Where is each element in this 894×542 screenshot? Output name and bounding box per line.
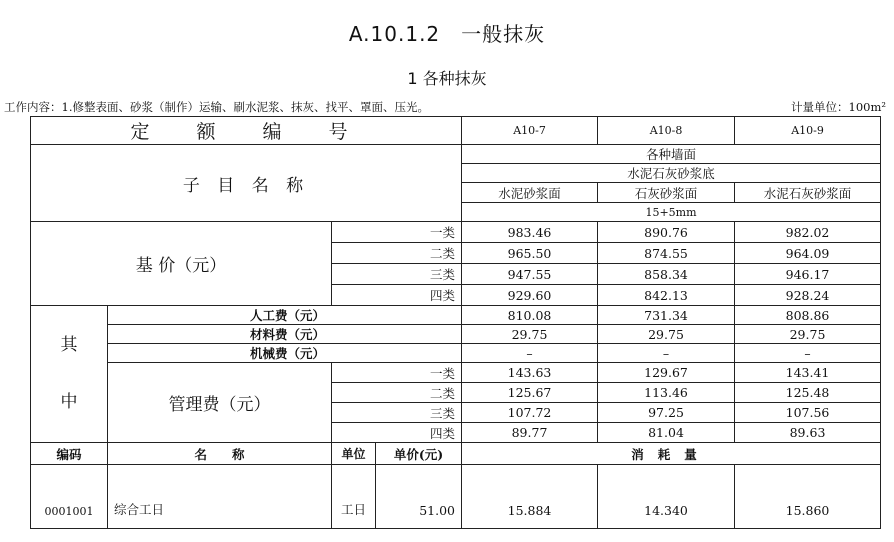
- mgmt-value: 125.48: [735, 383, 881, 403]
- class-label: 二类: [332, 383, 462, 403]
- quota-code-1: A10-7: [462, 117, 598, 145]
- quota-no-label: 定 额 编 号: [31, 117, 462, 145]
- material-consumption: 15.860: [735, 465, 881, 529]
- material-value: 29.75: [598, 325, 735, 344]
- base-type: 水泥石灰砂浆底: [462, 164, 881, 183]
- col-name-header: 名 称: [108, 443, 332, 465]
- quota-code-3: A10-9: [735, 117, 881, 145]
- class-label: 三类: [332, 403, 462, 423]
- labor-row: [31, 306, 881, 325]
- mgmt-value: 125.67: [462, 383, 598, 403]
- surface-2: 石灰砂浆面: [598, 183, 735, 203]
- price-cell: 982.02: [735, 222, 881, 243]
- item-name-label: 子 目 名 称: [31, 145, 462, 222]
- material-price: 51.00: [376, 465, 462, 529]
- mgmt-value: 107.56: [735, 403, 881, 423]
- section-subtitle: 1 各种抹灰: [407, 69, 487, 88]
- labor-value: 808.86: [735, 306, 881, 325]
- thickness: 15+5mm: [462, 203, 881, 222]
- among-char-1: 其: [60, 335, 78, 355]
- mgmt-value: 89.63: [735, 423, 881, 443]
- wall-type: 各种墙面: [462, 145, 881, 164]
- mgmt-value: 143.41: [735, 363, 881, 383]
- material-label: 材料费（元）: [108, 325, 462, 344]
- among-char-2: 中: [60, 392, 78, 412]
- labor-value: 810.08: [462, 306, 598, 325]
- class-label: 一类: [332, 363, 462, 383]
- mgmt-value: 97.25: [598, 403, 735, 423]
- class-label: 四类: [332, 423, 462, 443]
- machine-value: –: [735, 344, 881, 363]
- mgmt-value: 129.67: [598, 363, 735, 383]
- price-cell: 946.17: [735, 264, 881, 285]
- class-label: 三类: [332, 264, 462, 285]
- col-consumption-header: 消耗量: [462, 443, 881, 465]
- mgmt-value: 89.77: [462, 423, 598, 443]
- material-unit: 工日: [332, 465, 376, 529]
- material-code: 0001001: [31, 465, 108, 529]
- surface-1: 水泥砂浆面: [462, 183, 598, 203]
- consumption-header-row: [31, 443, 881, 465]
- surface-3: 水泥石灰砂浆面: [735, 183, 881, 203]
- work-content: 工作内容：1.修整表面、砂浆（制作）运输、刷水泥浆、抹灰、找平、罩面、压光。: [4, 100, 429, 114]
- price-cell: 964.09: [735, 243, 881, 264]
- price-cell: 858.34: [598, 264, 735, 285]
- col-code-header: 编码: [31, 443, 108, 465]
- material-value: 29.75: [462, 325, 598, 344]
- measure-unit: 计量单位：100m²: [791, 100, 886, 114]
- mgmt-value: 107.72: [462, 403, 598, 423]
- class-label: 四类: [332, 285, 462, 306]
- among-label: [31, 306, 108, 443]
- price-cell: 928.24: [735, 285, 881, 306]
- class-label: 一类: [332, 222, 462, 243]
- material-row: [31, 325, 881, 344]
- material-consumption: 15.884: [462, 465, 598, 529]
- machine-label: 机械费（元）: [108, 344, 462, 363]
- machine-value: –: [462, 344, 598, 363]
- material-name: 综合工日: [108, 465, 332, 529]
- quota-table: [30, 116, 881, 529]
- price-cell: 842.13: [598, 285, 735, 306]
- price-cell: 929.60: [462, 285, 598, 306]
- labor-label: 人工费（元）: [108, 306, 462, 325]
- mgmt-value: 143.63: [462, 363, 598, 383]
- machine-value: –: [598, 344, 735, 363]
- quota-no-row: [31, 117, 881, 145]
- price-cell: 890.76: [598, 222, 735, 243]
- mgmt-row: [31, 363, 881, 383]
- labor-value: 731.34: [598, 306, 735, 325]
- col-unit-header: 单位: [332, 443, 376, 465]
- quota-code-2: A10-8: [598, 117, 735, 145]
- base-price-row: [31, 222, 881, 243]
- table-row: [31, 465, 881, 529]
- wall-type-row: [31, 145, 881, 164]
- price-cell: 874.55: [598, 243, 735, 264]
- mgmt-label: 管理费（元）: [108, 363, 332, 443]
- col-price-header: 单价(元): [376, 443, 462, 465]
- material-consumption: 14.340: [598, 465, 735, 529]
- machine-row: [31, 344, 881, 363]
- price-cell: 947.55: [462, 264, 598, 285]
- base-price-label: 基 价（元）: [31, 222, 332, 306]
- mgmt-value: 113.46: [598, 383, 735, 403]
- mgmt-value: 81.04: [598, 423, 735, 443]
- class-label: 二类: [332, 243, 462, 264]
- price-cell: 965.50: [462, 243, 598, 264]
- material-value: 29.75: [735, 325, 881, 344]
- price-cell: 983.46: [462, 222, 598, 243]
- page-title: A.10.1.2 一般抹灰: [348, 22, 546, 46]
